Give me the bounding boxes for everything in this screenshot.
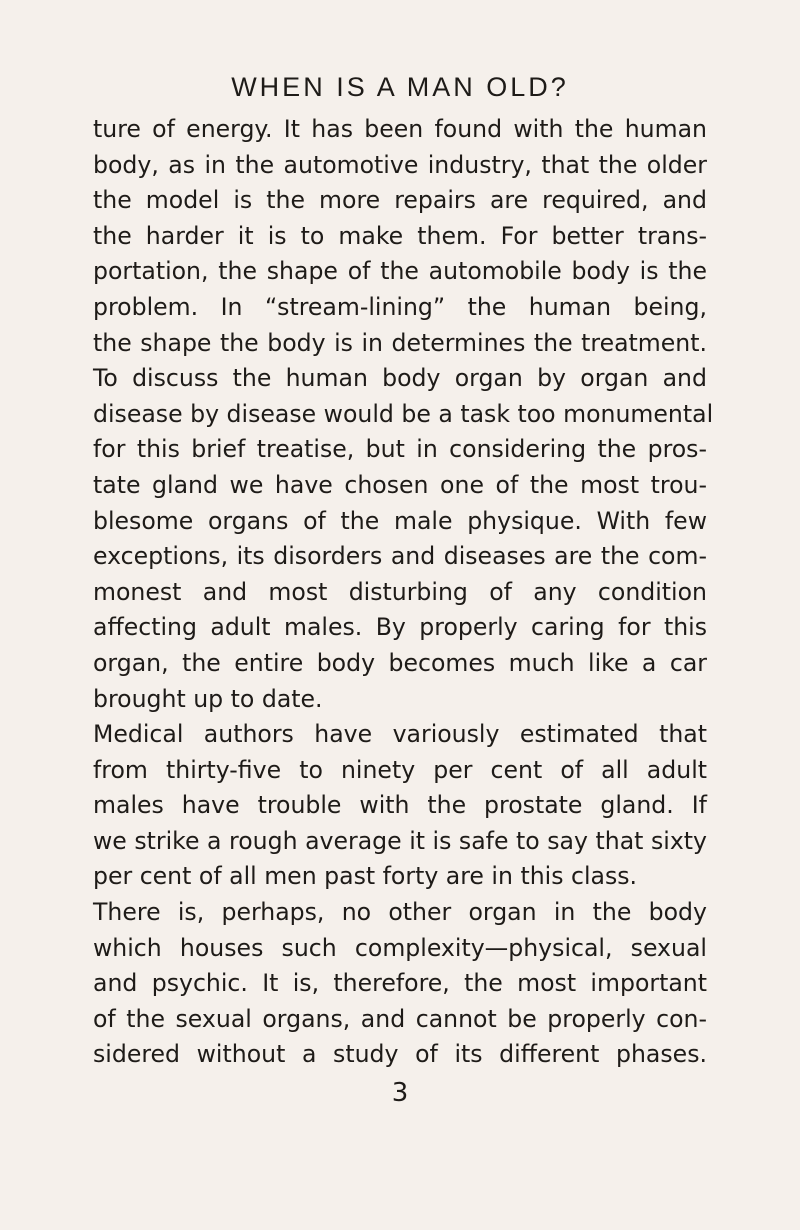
text-line: body, as in the automotive industry, that the older [93,150,707,179]
text-line: of the sexual organs, and cannot be properly con- [93,1004,707,1033]
text-line: per cent of all men past forty are in this class. [93,862,638,891]
text-line: for this brief treatise, but in considering the pros- [93,435,707,464]
text-line: monest and most disturbing of any condition [93,577,707,606]
text-line: Medical authors have variously estimated that [93,720,707,749]
text-line: tate gland we have chosen one of the most trou- [93,470,707,499]
text-line: the model is the more repairs are required, and [93,186,707,215]
text-line: problem. In “stream-lining” the human being, [93,292,707,321]
text-line: we strike a rough average it is safe to say that sixty [93,826,707,855]
text-line: portation, the shape of the automobile body is the [93,257,707,286]
text-line: To discuss the human body organ by organ and [93,364,707,393]
running-title: WHEN IS A MAN OLD? [231,72,569,102]
text-line: brought up to date. [93,684,323,713]
text-line: sidered without a study of its different phases. [93,1040,707,1069]
text-line: There is, perhaps, no other organ in the body [93,898,707,927]
body-text [93,112,714,1073]
text-line: affecting adult males. By properly caring for this [93,613,707,642]
text-line: blesome organs of the male physique. With few [93,506,707,535]
text-line: which houses such complexity—physical, sexual [93,933,707,962]
text-line: males have trouble with the prostate gland. If [93,791,707,820]
text-line: organ, the entire body becomes much like a car [93,648,707,677]
text-line: from thirty-five to ninety per cent of all adult [93,755,707,784]
text-line: and psychic. It is, therefore, the most important [93,969,707,998]
page-number: 3 [391,1078,409,1108]
text-line: the shape the body is in determines the treatment. [93,328,707,357]
text-line: ture of energy. It has been found with the human [93,115,707,143]
text-line: exceptions, its disorders and diseases are the com- [93,542,707,571]
text-line: disease by disease would be a task too monumental [93,399,714,428]
text-line: the harder it is to make them. For better trans- [93,221,707,250]
